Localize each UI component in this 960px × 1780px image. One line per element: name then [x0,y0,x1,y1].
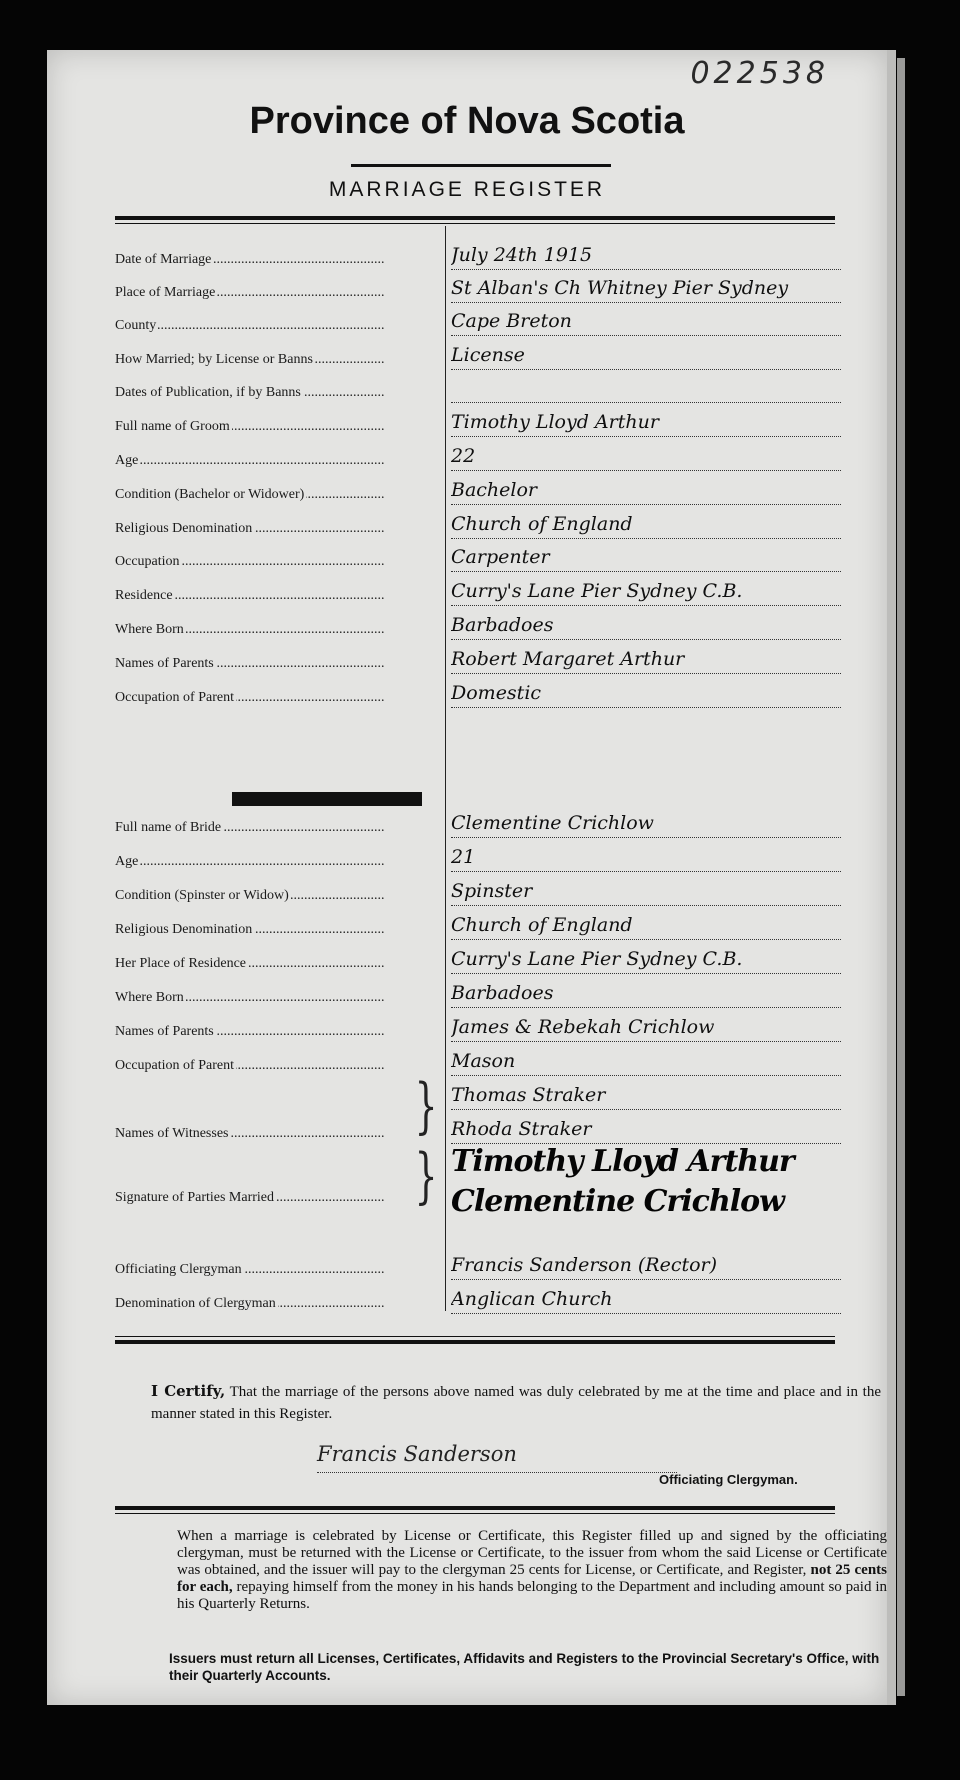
field-groom-religion [115,509,845,539]
field-bride-age [115,842,845,872]
field-date-of-marriage [115,240,845,270]
field-label: Dates of Publication, if by Banns [115,385,301,400]
field-label: Occupation of Parent [115,1058,234,1073]
form-subtitle: MARRIAGE REGISTER [328,178,606,201]
serial-number: 022538 [690,56,829,91]
bride-signature: Clementine Crichlow [451,1184,784,1219]
certify-rule-thin [115,1336,835,1337]
field-label: Names of Witnesses [115,1126,229,1141]
field-groom-parent-occupation [115,678,845,708]
field-groom-name [115,407,845,437]
witness-name: Rhoda Straker [451,1115,841,1144]
field-value: 21 [451,843,841,872]
field-label: Names of Parents [115,1024,214,1039]
field-value: Curry's Lane Pier Sydney C.B. [451,577,841,606]
field-place-of-marriage [115,273,845,303]
field-value: Curry's Lane Pier Sydney C.B. [451,945,841,974]
field-value: Mason [451,1047,841,1076]
field-label: Condition (Spinster or Widow) [115,888,289,903]
field-value: Clementine Crichlow [451,809,841,838]
field-label: Age [115,453,139,468]
field-groom-residence [115,576,845,606]
notice-bold: not 25 cents for each, [177,1562,888,1595]
field-value: Carpenter [451,543,841,572]
field-value: Bachelor [451,476,841,505]
field-label: Occupation [115,554,180,569]
return-instructions [177,1528,887,1613]
field-label: Where Born [115,622,184,637]
title-rule [351,164,611,167]
field-label: Where Born [115,990,184,1005]
witness-brace: } [414,1071,438,1141]
field-value: Anglican Church [451,1285,841,1314]
field-clergy-denomination [115,1284,845,1314]
field-bride-parent-occupation [115,1046,845,1076]
field-value: Domestic [451,679,841,708]
field-value: Barbadoes [451,611,841,640]
notice-rule-thick [115,1506,835,1510]
certification-statement [151,1380,881,1425]
certify-lead: I Certify, [151,1382,226,1400]
witness-name: Thomas Straker [451,1081,841,1110]
signature-brace: } [414,1141,438,1211]
field-label: Signature of Parties Married [115,1190,275,1205]
field-value: James & Rebekah Crichlow [451,1013,841,1042]
header-rule-thin [115,223,835,224]
field-label: Names of Parents [115,656,214,671]
field-groom-occupation [115,542,845,572]
field-officiating-clergyman [115,1250,845,1280]
field-label: Condition (Bachelor or Widower) [115,487,305,502]
certify-caption: Officiating Clergyman. [659,1472,798,1487]
field-witness-1 [115,1080,845,1110]
field-value: St Alban's Ch Whitney Pier Sydney [451,274,841,303]
paper-edge [887,50,896,1705]
field-bride-birthplace [115,978,845,1008]
field-dates-of-publication [115,373,845,403]
field-groom-age [115,441,845,471]
field-label: County [115,318,157,333]
field-label: How Married; by License or Banns [115,352,313,367]
field-value: Cape Breton [451,307,841,336]
field-value: 22 [451,442,841,471]
notice-rule-thin [115,1513,835,1514]
field-bride-condition [115,876,845,906]
field-value: Church of England [451,510,841,539]
field-groom-birthplace [115,610,845,640]
field-value: Timothy Lloyd Arthur [451,408,841,437]
field-value [451,374,841,403]
field-bride-name [115,808,845,838]
groom-signature: Timothy Lloyd Arthur [451,1144,794,1179]
field-bride-religion [115,910,845,940]
field-bride-residence [115,944,845,974]
field-label: Age [115,854,139,869]
field-label: Residence [115,588,173,603]
field-label: Date of Marriage [115,252,212,267]
field-label: Religious Denomination [115,521,253,536]
field-value: Robert Margaret Arthur [451,645,841,674]
form-title: Province of Nova Scotia [249,100,685,142]
certify-signature: Francis Sanderson [317,1442,677,1473]
footer-note: Issuers must return all Licenses, Certificates, Affidavits and Registers to the Provincial Secretary's Office, with their Quarterly Accounts. [169,1651,880,1683]
notice-text-1: When a marriage is celebrated by License or Certificate, this Register filled up and signed by the officiating clergyman, must be returned with the License or Certificate, to the issuer from whom the said License or Certificate was obtained, and the issuer will pay to the clergyman 25 cents for License, or Certificate, and Register, [177,1528,887,1578]
certify-rule-thick [115,1340,835,1344]
field-label: Place of Marriage [115,285,216,300]
field-value: Spinster [451,877,841,906]
field-witnesses [115,1114,845,1144]
field-label: Denomination of Clergyman [115,1296,276,1311]
field-groom-condition [115,475,845,505]
field-groom-parents [115,644,845,674]
header-rule-thick [115,216,835,220]
certify-text: That the marriage of the persons above named was duly celebrated by me at the time and place and in the manner stated in this Register. [151,1384,881,1422]
field-value: License [451,341,841,370]
notice-text-2: repaying himself from the money in his hands belonging to the Department and including amount so paid in his Quarterly Returns. [177,1579,887,1612]
field-value: July 24th 1915 [451,241,841,270]
field-how-married [115,340,845,370]
field-value: Barbadoes [451,979,841,1008]
field-label: Occupation of Parent [115,690,234,705]
field-value: Church of England [451,911,841,940]
field-label: Her Place of Residence [115,956,246,971]
paper-edge-back [897,58,905,1696]
register-form [47,50,887,1705]
field-county [115,306,845,336]
field-value: Francis Sanderson (Rector) [451,1251,841,1280]
field-label: Full name of Groom [115,419,230,434]
section-separator-bar [232,792,422,806]
field-label: Full name of Bride [115,820,222,835]
field-label: Religious Denomination [115,922,253,937]
field-bride-parents [115,1012,845,1042]
field-label: Officiating Clergyman [115,1262,242,1277]
